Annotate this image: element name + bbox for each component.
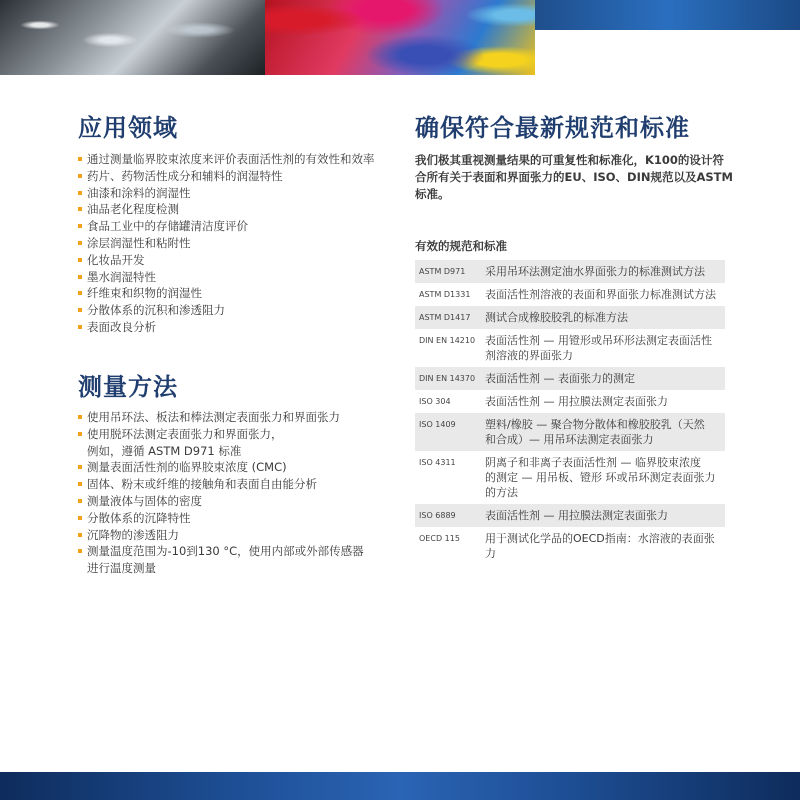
methods-title: 测量方法 xyxy=(78,373,178,401)
table-row xyxy=(415,413,725,451)
list-item-text: 涂层润湿性和粘附性 xyxy=(87,235,191,250)
list-item xyxy=(78,252,398,269)
applications-title: 应用领域 xyxy=(78,114,178,142)
list-item-line: 进行温度测量 xyxy=(87,561,156,576)
splash-machinery-image xyxy=(0,0,265,75)
applications-list xyxy=(78,151,398,336)
standard-code: OECD 115 xyxy=(419,534,460,543)
table-row xyxy=(415,306,725,329)
bullet-icon xyxy=(78,533,82,537)
bullet-icon xyxy=(78,291,82,295)
description-line: 的方法 xyxy=(485,486,518,499)
list-item-line: 分散体系的沉降特性 xyxy=(87,510,191,525)
description-line: 用于测试化学品的OECD指南：水溶液的表面张力 xyxy=(485,532,715,560)
standards-table xyxy=(415,260,725,565)
table-row xyxy=(415,451,725,504)
bullet-icon xyxy=(78,191,82,195)
list-item xyxy=(78,476,398,493)
list-item xyxy=(78,218,398,235)
standard-code: ASTM D971 xyxy=(419,267,466,276)
bullet-icon xyxy=(78,308,82,312)
list-item xyxy=(78,459,398,476)
standards-intro: 我们极其重视测量结果的可重复性和标准化，K100的设计符合所有关于表面和界面张力的EU、ISO、DIN规范以及ASTM标准。 xyxy=(415,153,733,201)
bullet-icon xyxy=(78,549,82,553)
list-item-text: 化妆品开发 xyxy=(87,252,145,267)
standard-code: DIN EN 14370 xyxy=(419,374,476,383)
description-line: 表面活性剂溶液的表面和界面张力标准测试方法 xyxy=(485,288,716,301)
header-banner xyxy=(0,0,800,75)
description-line: 表面活性剂 — 用拉膜法测定表面张力 xyxy=(485,509,668,522)
bullet-icon xyxy=(78,325,82,329)
standard-description xyxy=(485,417,725,447)
description-line: 表面活性剂 — 用拉膜法测定表面张力 xyxy=(485,395,668,408)
description-line: 阴离子和非离子表面活性剂 — 临界胶束浓度 xyxy=(485,456,701,469)
standard-code: ISO 4311 xyxy=(419,458,456,467)
list-item-text: 墨水润湿特性 xyxy=(87,269,156,284)
bullet-icon xyxy=(78,207,82,211)
list-item xyxy=(78,302,398,319)
list-item xyxy=(78,151,398,168)
list-item xyxy=(78,168,398,185)
description-line: 剂溶液的界面张力 xyxy=(485,349,573,362)
standard-code: ISO 1409 xyxy=(419,420,456,429)
list-item xyxy=(78,269,398,286)
list-item xyxy=(78,426,398,460)
bullet-icon xyxy=(78,174,82,178)
standard-description xyxy=(485,287,725,302)
bullet-icon xyxy=(78,482,82,486)
list-item-text: 油品老化程度检测 xyxy=(87,202,179,217)
standard-code: ASTM D1417 xyxy=(419,313,471,322)
bullet-icon xyxy=(78,241,82,245)
list-item-text: 纤维束和织物的润湿性 xyxy=(87,286,202,301)
list-item xyxy=(78,185,398,202)
list-item-text: 通过测量临界胶束浓度来评价表面活性剂的有效性和效率 xyxy=(87,152,375,166)
bullet-icon xyxy=(78,157,82,161)
standard-description xyxy=(485,508,725,523)
list-item-line: 测量液体与固体的密度 xyxy=(87,493,202,508)
list-item-line: 固体、粉末或纤维的接触角和表面自由能分析 xyxy=(87,477,317,492)
standard-code: ASTM D1331 xyxy=(419,290,471,299)
description-line: 塑料/橡胶 — 聚合物分散体和橡胶胶乳（天然 xyxy=(485,418,705,431)
list-item xyxy=(78,493,398,510)
list-item-text: 药片、药物活性成分和辅料的润湿特性 xyxy=(87,168,283,183)
standard-description xyxy=(485,455,725,500)
bullet-icon xyxy=(78,224,82,228)
standard-code: ISO 304 xyxy=(419,397,451,406)
table-row xyxy=(415,367,725,390)
description-line: 的测定 — 用吊板、镫形 环或吊环测定表面张力 xyxy=(485,471,716,484)
list-item xyxy=(78,543,398,577)
list-item-line: 例如，遵循 ASTM D971 标准 xyxy=(87,443,242,458)
list-item-line: 测量表面活性剂的临界胶束浓度 (CMC) xyxy=(87,460,287,475)
bullet-icon xyxy=(78,516,82,520)
methods-list xyxy=(78,409,398,577)
list-item xyxy=(78,285,398,302)
standard-description xyxy=(485,371,725,386)
standard-description xyxy=(485,310,725,325)
table-row xyxy=(415,527,725,565)
table-row xyxy=(415,260,725,283)
standard-description xyxy=(485,394,725,409)
description-line: 表面活性剂 — 表面张力的测定 xyxy=(485,372,635,385)
standards-title: 确保符合最新规范和标准 xyxy=(415,114,690,142)
list-item-line: 测量温度范围为-10到130 °C，使用内部或外部传感器 xyxy=(87,544,364,559)
list-item xyxy=(78,510,398,527)
list-item xyxy=(78,409,398,426)
bullet-icon xyxy=(78,465,82,469)
bullet-icon xyxy=(78,499,82,503)
standard-description xyxy=(485,531,725,561)
table-row xyxy=(415,504,725,527)
list-item-text: 油漆和涂料的润湿性 xyxy=(87,185,191,200)
banner-white-area xyxy=(535,30,800,75)
list-item-text: 分散体系的沉积和渗透阻力 xyxy=(87,303,225,318)
bullet-icon xyxy=(78,258,82,262)
list-item-text: 食品工业中的存储罐清洁度评价 xyxy=(87,219,248,234)
footer-bar xyxy=(0,772,800,800)
bullet-icon xyxy=(78,275,82,279)
standard-code: DIN EN 14210 xyxy=(419,336,476,345)
colored-powder-image xyxy=(265,0,535,75)
standard-description xyxy=(485,264,725,279)
bullet-icon xyxy=(78,432,82,436)
standard-description xyxy=(485,333,725,363)
bullet-icon xyxy=(78,415,82,419)
table-row xyxy=(415,329,725,367)
list-item-line: 使用脱环法测定表面张力和界面张力， xyxy=(87,426,283,441)
standards-table-heading: 有效的规范和标准 xyxy=(415,239,507,253)
list-item-text: 表面改良分析 xyxy=(87,319,156,334)
table-row xyxy=(415,390,725,413)
list-item xyxy=(78,319,398,336)
standard-code: ISO 6889 xyxy=(419,511,456,520)
list-item-line: 沉降物的渗透阻力 xyxy=(87,527,179,542)
table-row xyxy=(415,283,725,306)
list-item xyxy=(78,235,398,252)
list-item xyxy=(78,527,398,544)
blue-header-strip xyxy=(535,0,800,30)
description-line: 采用吊环法测定油水界面张力的标准测试方法 xyxy=(485,265,705,278)
list-item-line: 使用吊环法、板法和棒法测定表面张力和界面张力 xyxy=(87,410,340,424)
description-line: 表面活性剂 — 用镫形或吊环形法测定表面活性 xyxy=(485,334,712,347)
list-item xyxy=(78,201,398,218)
description-line: 测试合成橡胶胶乳的标准方法 xyxy=(485,311,628,324)
description-line: 和合成）— 用吊环法测定表面张力 xyxy=(485,433,654,446)
